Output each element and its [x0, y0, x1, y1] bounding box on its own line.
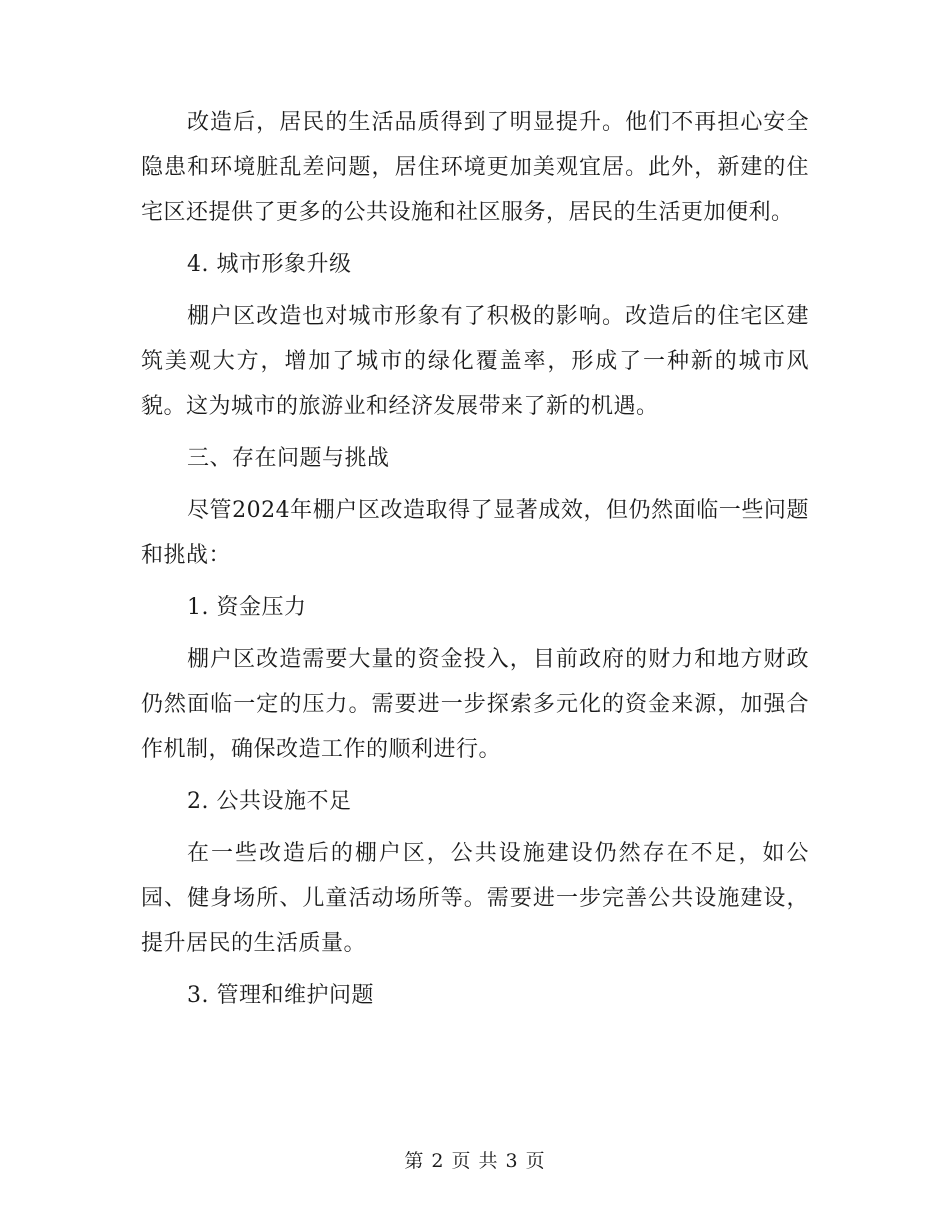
paragraph-funding-pressure: 棚户区改造需要大量的资金投入，目前政府的财力和地方财政仍然面临一定的压力。需要进一步探索多元化的资金来源，加强合作机制，确保改造工作的顺利进行。	[141, 647, 809, 762]
document-body	[141, 100, 809, 1025]
page-number-footer: 第 2 页 共 3 页	[404, 1150, 546, 1172]
paragraph-city-image: 棚户区改造也对城市形象有了积极的影响。改造后的住宅区建筑美观大方，增加了城市的绿化覆盖率，形成了一种新的城市风貌。这为城市的旅游业和经济发展带来了新的机遇。	[141, 304, 809, 419]
heading-management-maintenance: 3. 管理和维护问题	[187, 983, 374, 1008]
paragraph-problems-intro: 尽管2024年棚户区改造取得了显著成效，但仍然面临一些问题和挑战：	[141, 498, 809, 568]
heading-city-image: 4. 城市形象升级	[187, 252, 352, 277]
heading-public-facilities: 2. 公共设施不足	[187, 789, 352, 814]
heading-funding-pressure: 1. 资金压力	[187, 595, 307, 620]
heading-problems-challenges: 三、存在问题与挑战	[187, 446, 390, 471]
paragraph-public-facilities: 在一些改造后的棚户区，公共设施建设仍然存在不足，如公园、健身场所、儿童活动场所等。需要进一步完善公共设施建设，提升居民的生活质量。	[141, 841, 809, 956]
paragraph-living-quality: 改造后，居民的生活品质得到了明显提升。他们不再担心安全隐患和环境脏乱差问题，居住环境更加美观宜居。此外，新建的住宅区还提供了更多的公共设施和社区服务，居民的生活更加便利。	[141, 110, 809, 225]
